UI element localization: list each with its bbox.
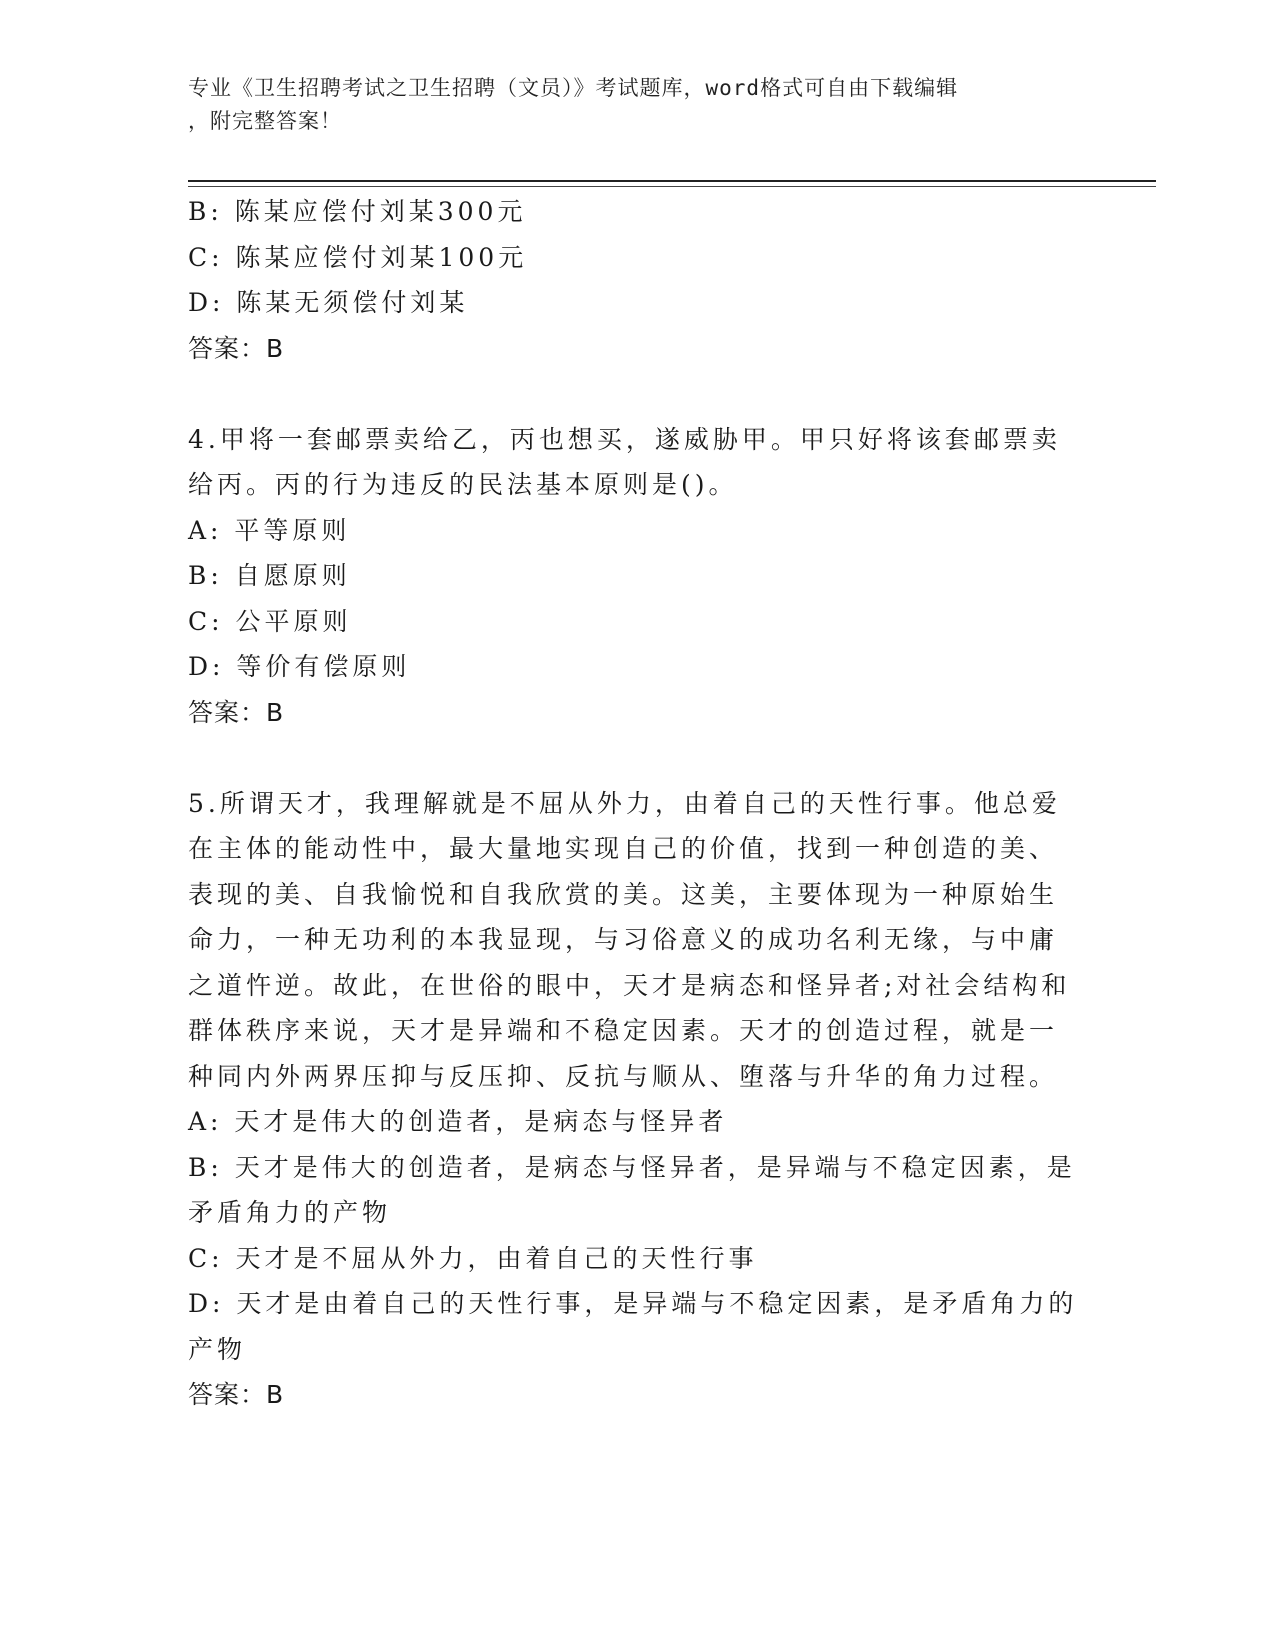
answer: 答案：B [188, 333, 285, 363]
question-stem-line: 给丙。丙的行为违反的民法基本原则是()。 [188, 470, 738, 499]
option-b: B: 陈某应偿付刘某300元 [188, 197, 527, 226]
header-divider-thick [188, 180, 1156, 182]
document-body [188, 189, 1088, 1418]
question-stem-line: 种同内外两界压抑与反压抑、反抗与顺从、堕落与升华的角力过程。 [188, 1061, 1059, 1091]
question-5 [188, 781, 1088, 1418]
option-c: C: 陈某应偿付刘某100元 [188, 242, 528, 272]
option-c: C: 天才是不屈从外力，由着自己的天性行事 [188, 1243, 758, 1273]
answer: 答案：B [188, 697, 285, 727]
question-stem-line: 5.所谓天才，我理解就是不屈从外力，由着自己的天性行事。他总爱 [188, 788, 1061, 818]
header-line-1: 专业《卫生招聘考试之卫生招聘（文员）》考试题库，word格式可自由下载编辑 [188, 76, 959, 100]
option-d-line: D: 天才是由着自己的天性行事，是异端与不稳定因素，是矛盾角力的 [188, 1289, 1078, 1318]
question-stem-line: 表现的美、自我愉悦和自我欣赏的美。这美，主要体现为一种原始生 [188, 879, 1059, 909]
header-divider-thin [188, 186, 1156, 187]
option-d: D: 等价有偿原则 [188, 652, 411, 681]
spacer [188, 735, 1088, 781]
option-a: A: 平等原则 [188, 515, 351, 545]
question-stem-line: 在主体的能动性中，最大量地实现自己的价值，找到一种创造的美、 [188, 834, 1059, 863]
answer: 答案：B [188, 1380, 285, 1409]
spacer [188, 371, 1088, 417]
question-stem-line: 群体秩序来说，天才是异端和不稳定因素。天才的创造过程，就是一 [188, 1016, 1059, 1045]
question-stem-line: 之道忤逆。故此，在世俗的眼中，天才是病态和怪异者;对社会结构和 [188, 970, 1071, 1000]
question-3 [188, 189, 1088, 371]
question-stem-line: 命力，一种无功利的本我显现，与习俗意义的成功名利无缘，与中庸 [188, 925, 1059, 954]
question-stem-line: 4.甲将一套邮票卖给乙，丙也想买，遂威胁甲。甲只好将该套邮票卖 [188, 424, 1061, 454]
document-header [188, 72, 1068, 138]
option-b-line: B: 天才是伟大的创造者，是病态与怪异者，是异端与不稳定因素，是 [188, 1152, 1076, 1182]
option-d: D: 陈某无须偿付刘某 [188, 288, 469, 317]
option-c: C: 公平原则 [188, 606, 352, 636]
header-line-2: ，附完整答案！ [188, 109, 342, 133]
question-4 [188, 417, 1088, 736]
option-a: A: 天才是伟大的创造者，是病态与怪异者 [188, 1107, 728, 1136]
option-b-line: 矛盾角力的产物 [188, 1198, 392, 1227]
option-d-line: 产物 [188, 1334, 247, 1364]
option-b: B: 自愿原则 [188, 561, 351, 590]
